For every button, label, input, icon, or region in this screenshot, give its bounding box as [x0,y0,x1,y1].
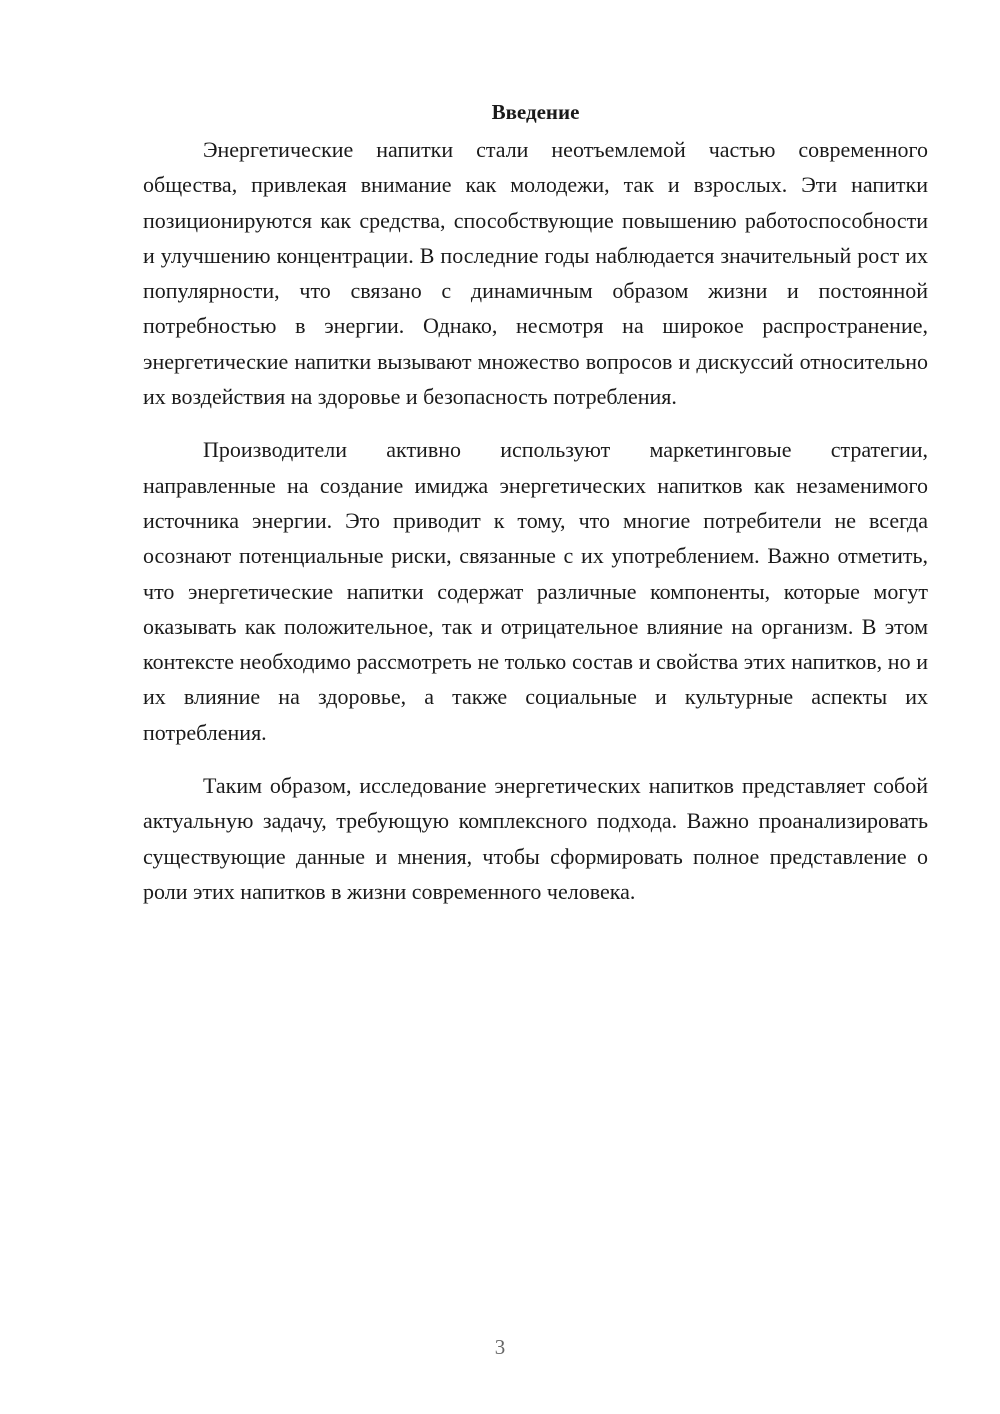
page-number: 3 [494,1335,506,1359]
paragraph-intro: Энергетические напитки стали неотъемлемой частью современного общества, привлекая внимание как молодежи, так и взрослых. Эти напитки позиционируются как средства, способствующие повышению работоспособности и улучшению концентрации. В последние годы наблюдается значительный рост их популярности, что связано с динамичным образом жизни и постоянной потребностью в энергии. Однако, несмотря на широкое распространение, энергетические напитки вызывают множество вопросов и дискуссий относительно их воздействия на здоровье и безопасность потребления. [143,137,928,410]
page-content [143,97,928,927]
paragraph-conclusion: Таким образом, исследование энергетических напитков представляет собой актуальную задачу, требующую комплексного подхода. Важно проанализировать существующие данные и мнения, чтобы сформировать полное представление о роли этих напитков в жизни современного человека. [143,773,928,904]
section-heading: Введение [491,100,580,124]
paragraph-marketing: Производители активно используют маркетинговые стратегии, направленные на создание имиджа энергетических напитков как незаменимого источника энергии. Это приводит к тому, что многие потребители не всегда осознают потенциальные риски, связанные с их употреблением. Важно отметить, что энергетические напитки содержат различные компоненты, которые могут оказывать как положительное, так и отрицательное влияние на организм. В этом контексте необходимо рассмотреть не только состав и свойства этих напитков, но и их влияние на здоровье, а также социальные и культурные аспекты их потребления. [143,437,928,745]
